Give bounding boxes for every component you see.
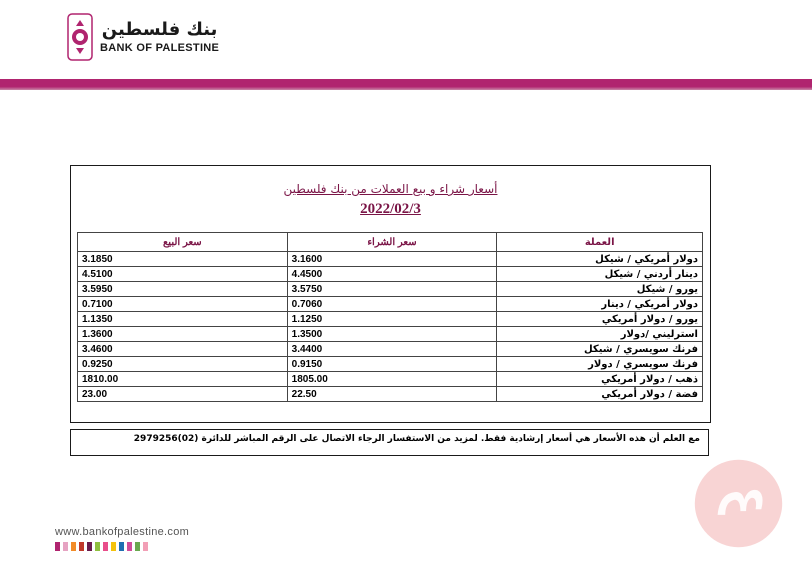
footer-stripe	[103, 542, 108, 551]
buy-rate: 22.50	[287, 387, 497, 402]
disclaimer-note: مع العلم أن هذه الأسعار هي أسعار إرشادية فقط. لمزيد من الاستفسار الرجاء الاتصال على الرقم المباشر للدائرة (02)2979256	[70, 429, 709, 456]
header-band	[0, 79, 812, 90]
sell-rate: 3.1850	[78, 252, 288, 267]
maan-logo-icon	[691, 456, 786, 551]
currency-pair: دولار أمريكي / دينار	[497, 297, 703, 312]
footer-stripe	[95, 542, 100, 551]
rates-date: 2022/02/3	[360, 201, 421, 217]
table-row	[78, 372, 703, 387]
sell-rate: 3.4600	[78, 342, 288, 357]
currency-pair: فضة / دولار أمريكي	[497, 387, 703, 402]
buy-rate: 0.7060	[287, 297, 497, 312]
sell-rate: 4.5100	[78, 267, 288, 282]
table-row	[78, 282, 703, 297]
rates-table	[77, 232, 703, 402]
page-title: أسعار شراء و بيع العملات من بنك فلسطين	[283, 182, 498, 196]
currency-pair: يورو / شيكل	[497, 282, 703, 297]
rates-panel	[70, 165, 711, 423]
sell-rate: 1810.00	[78, 372, 288, 387]
buy-rate: 1.3500	[287, 327, 497, 342]
footer-stripe	[127, 542, 132, 551]
table-row	[78, 387, 703, 402]
footer-stripe	[71, 542, 76, 551]
table-row	[78, 327, 703, 342]
sell-rate: 0.9250	[78, 357, 288, 372]
footer-stripe	[135, 542, 140, 551]
footer-stripe	[79, 542, 84, 551]
bank-name-english: BANK OF PALESTINE	[100, 41, 220, 54]
sell-rate: 23.00	[78, 387, 288, 402]
buy-rate: 3.1600	[287, 252, 497, 267]
currency-pair: دينار أردني / شيكل	[497, 267, 703, 282]
sell-rate: 1.1350	[78, 312, 288, 327]
sell-rate: 1.3600	[78, 327, 288, 342]
sell-rate: 0.7100	[78, 297, 288, 312]
header-buy: سعر الشراء	[287, 233, 497, 252]
footer-stripe	[63, 542, 68, 551]
header-currency: العملة	[497, 233, 703, 252]
currency-pair: فرنك سويسري / شيكل	[497, 342, 703, 357]
currency-pair: استرليني /دولار	[497, 327, 703, 342]
footer-color-stripes	[55, 542, 151, 551]
sell-rate: 3.5950	[78, 282, 288, 297]
buy-rate: 4.4500	[287, 267, 497, 282]
bank-logo	[66, 12, 219, 62]
table-row	[78, 297, 703, 312]
buy-rate: 3.4400	[287, 342, 497, 357]
currency-pair: فرنك سويسري / دولار	[497, 357, 703, 372]
buy-rate: 0.9150	[287, 357, 497, 372]
buy-rate: 1805.00	[287, 372, 497, 387]
table-row	[78, 252, 703, 267]
footer-stripe	[87, 542, 92, 551]
footer-url: www.bankofpalestine.com	[55, 526, 190, 538]
buy-rate: 3.5750	[287, 282, 497, 297]
currency-pair: دولار أمريكي / شيكل	[497, 252, 703, 267]
table-row	[78, 357, 703, 372]
bank-emblem-icon	[66, 12, 94, 62]
currency-pair: ذهب / دولار أمريكي	[497, 372, 703, 387]
footer-stripe	[111, 542, 116, 551]
table-row	[78, 267, 703, 282]
footer-stripe	[143, 542, 148, 551]
header-sell: سعر البيع	[78, 233, 288, 252]
table-row	[78, 312, 703, 327]
table-header-row	[78, 233, 703, 252]
footer-stripe	[119, 542, 124, 551]
buy-rate: 1.1250	[287, 312, 497, 327]
table-row	[78, 342, 703, 357]
footer-stripe	[55, 542, 60, 551]
currency-pair: يورو / دولار أمريكي	[497, 312, 703, 327]
bank-name-arabic: بنك فلسطين	[101, 18, 218, 40]
